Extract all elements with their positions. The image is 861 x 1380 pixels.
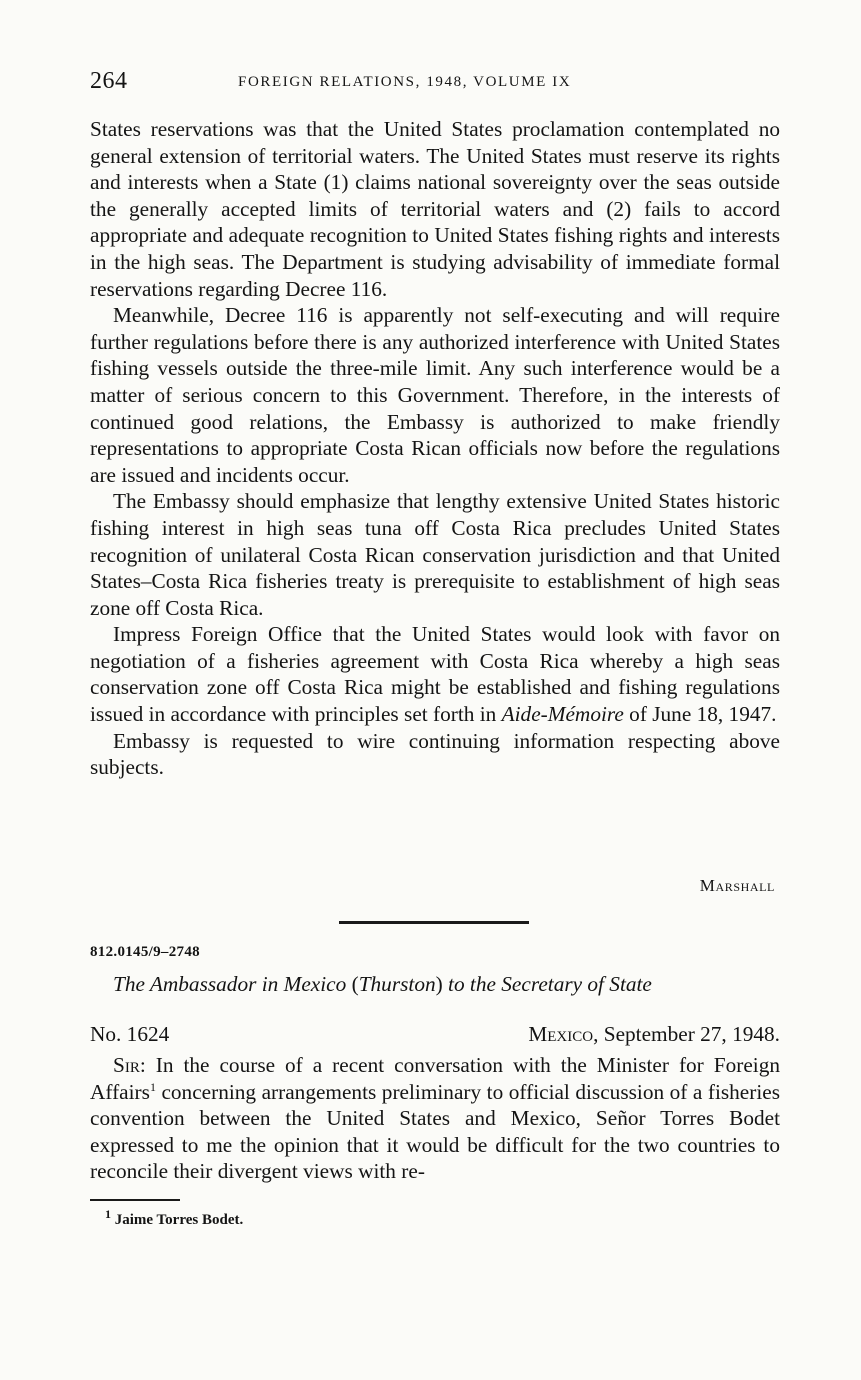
- document-heading: [113, 972, 652, 997]
- section-divider: [339, 921, 529, 924]
- paragraph-wire-information: Embassy is requested to wire continuing information respecting above subjects.: [90, 728, 780, 780]
- document-number: No. 1624: [90, 1022, 170, 1046]
- letter-paragraph: [90, 1052, 780, 1185]
- footnote-text: Jaime Torres Bodet.: [114, 1212, 244, 1228]
- heading-text: The Ambassador in Mexico: [113, 972, 352, 996]
- letter-text-start: In the course of a recent conversation with the Minister for Foreign Affairs: [90, 1053, 781, 1104]
- dateline: [528, 1022, 780, 1047]
- heading-paren-open: (: [351, 972, 359, 996]
- paragraph-embassy-emphasize: The Embassy should emphasize that lengthy extensive United States historic fishing interest in high seas tuna off Costa Rica precludes United States recognition of unilateral Costa Rican conservation jurisdiction and that United States–Costa Rica fisheries treaty is prerequisite to establishment of high seas zone off Costa Rica.: [90, 489, 780, 620]
- salutation: Sir: [113, 1053, 140, 1077]
- heading-text-end: to the Secretary of State: [442, 972, 652, 996]
- salutation-sep: :: [139, 1053, 156, 1077]
- running-head: [90, 68, 780, 98]
- footnote-reference: 1: [149, 1079, 156, 1094]
- heading-person: Thurston: [358, 972, 436, 996]
- telegram-text: [90, 116, 780, 781]
- footnote-marker: 1: [105, 1207, 111, 1221]
- aide-memoire-title: Aide-Mémoire: [501, 702, 624, 727]
- paragraph-decree-116: Meanwhile, Decree 116 is apparently not self-executing and will require further regulations before there is any authorized interference with United States fishing vessels outside the three-mile limit. Any such interference would be a matter of serious concern to this Government. Therefore, in the interests of continued good relations, the Embassy is authorized to make friendly representations to appropriate Costa Rican officials now before the regulations are issued and incidents occur.: [90, 303, 780, 487]
- footnote: [105, 1207, 244, 1229]
- running-title: FOREIGN RELATIONS, 1948, VOLUME IX: [238, 74, 572, 90]
- paragraph-impress-foreign-office: [90, 621, 780, 727]
- letter-text-end: concerning arrangements preliminary to official discussion of a fisheries convention between the United States and Mexico, Señor Torres Bodet expressed to me the opinion that it would be difficult for the two countries to reconcile their divergent views with re-: [90, 1079, 780, 1184]
- impress-text-end: of June 18, 1947.: [623, 702, 777, 727]
- file-number: 812.0145/9–2748: [90, 944, 200, 960]
- dateline-place: Mexico: [528, 1022, 594, 1046]
- dateline-date: , September 27, 1948.: [593, 1022, 780, 1046]
- letter-text: [90, 1052, 780, 1185]
- signature: Marshall: [699, 876, 775, 895]
- paragraph-reservations: States reservations was that the United States proclamation contemplated no general extension of territorial waters. The United States must reserve its rights and interests when a State (1) claims national sovereignty over the seas outside the generally accepted limits of territorial waters and (2) fails to accord appropriate and adequate recognition to United States fishing rights and interests in the high seas. The Department is studying advisability of immediate formal reservations regarding Decree 116.: [90, 117, 780, 301]
- footnote-divider: [90, 1199, 180, 1201]
- page-number: 264: [90, 68, 128, 94]
- heading-paren-close: ): [435, 972, 443, 996]
- impress-text: Impress Foreign Office that the United States would look with favor on negotiation of a fisheries agreement with Costa Rica whereby a high seas conservation zone off Costa Rica might be established and fishing regulations issued in accordance with principles set forth in: [90, 622, 780, 727]
- dateline-row: [90, 1022, 780, 1050]
